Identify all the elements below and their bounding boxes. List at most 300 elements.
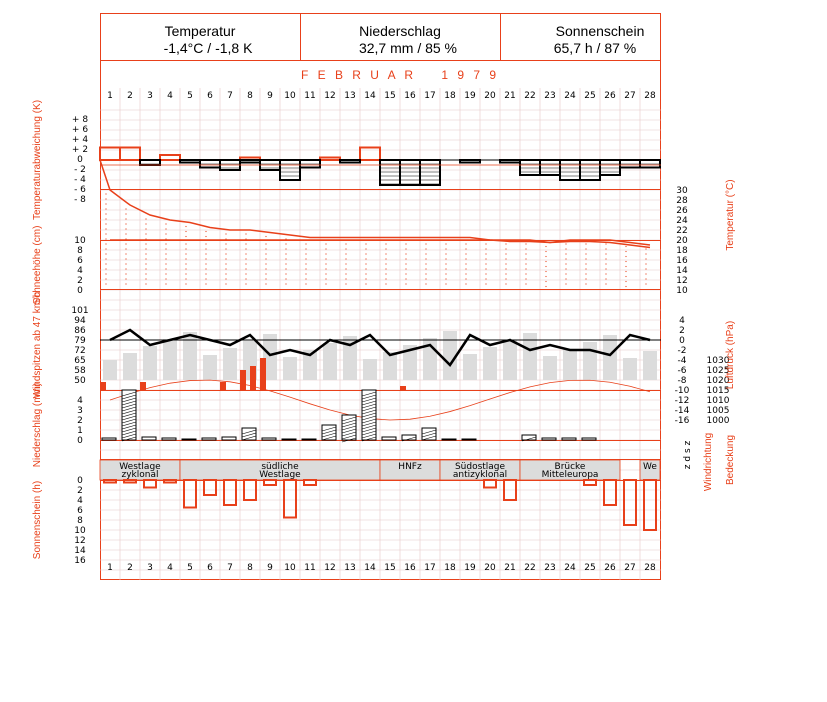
snow-dot: [605, 273, 606, 274]
axis-title-wind: Windspitzen ab 47 km/h: [32, 291, 43, 399]
snow-dot: [185, 248, 186, 249]
wind-tick: 86: [74, 326, 86, 336]
weather-type-label: antizyklonal: [452, 470, 508, 480]
snow-dot: [125, 278, 126, 279]
snow-dot: [605, 268, 606, 269]
snow-dot: [445, 253, 446, 254]
precip-bar: [142, 437, 156, 440]
snow-dot: [465, 263, 466, 264]
precip-bar: [442, 439, 456, 440]
wind-shade: [503, 340, 517, 380]
day-label: 25: [584, 563, 596, 573]
snow-dot: [225, 253, 226, 254]
wind-shade: [283, 357, 297, 380]
snow-dot: [305, 273, 306, 274]
snow-dot: [445, 273, 446, 274]
axis-title-precip: Niederschlag (mm): [32, 382, 43, 468]
snow-dot: [465, 268, 466, 269]
sun-bar: [144, 480, 156, 488]
sun-bar: [584, 480, 596, 485]
pressure-hpa-tick: 1025: [706, 366, 730, 376]
temp-tick: 18: [676, 246, 688, 256]
temp-dot: [185, 236, 186, 237]
wind-bar: [220, 382, 226, 390]
precip-bar: [182, 439, 196, 440]
weather-type-label: Südostlage: [454, 462, 506, 472]
winddir-letters: z d s z: [683, 440, 693, 470]
snow-dot: [425, 258, 426, 259]
snow-dot: [405, 248, 406, 249]
snow-dot: [545, 276, 546, 277]
wind-shade: [583, 342, 597, 380]
temp-dev-pos-bar: [320, 158, 340, 161]
temp-dot: [105, 193, 106, 194]
temp-dev-tick: - 6: [74, 185, 86, 195]
day-label: 22: [524, 563, 536, 573]
snow-dot: [645, 283, 646, 284]
precip-bar: [282, 439, 296, 440]
snow-tick: 8: [77, 246, 83, 256]
temp-dot: [105, 208, 106, 209]
pressure-tick: 4: [679, 316, 685, 326]
snow-dot: [545, 246, 546, 247]
snow-dot: [225, 283, 226, 284]
day-label: 12: [324, 91, 336, 101]
wind-shade: [483, 347, 497, 380]
snow-dot: [125, 283, 126, 284]
wind-bar: [260, 358, 266, 390]
snow-dot: [465, 248, 466, 249]
snow-dot: [405, 263, 406, 264]
snow-dot: [625, 261, 626, 262]
temp-value: -1,4°C / -1,8 K: [163, 40, 253, 56]
day-label: 28: [644, 563, 656, 573]
sun-bar: [624, 480, 636, 525]
snow-dot: [345, 273, 346, 274]
snow-dot: [285, 253, 286, 254]
snow-dot: [245, 248, 246, 249]
snow-dot: [405, 258, 406, 259]
snow-dot: [485, 273, 486, 274]
snow-dot: [125, 268, 126, 269]
snow-dot: [425, 248, 426, 249]
temp-tick: 20: [676, 236, 688, 246]
precip-bar: [562, 438, 576, 440]
snow-dot: [445, 248, 446, 249]
wind-bar: [400, 386, 406, 390]
day-label: 5: [187, 91, 193, 101]
day-label: 14: [364, 563, 376, 573]
snow-dot: [545, 281, 546, 282]
temp-dot: [105, 213, 106, 214]
wind-tick: 65: [74, 356, 86, 366]
snow-dot: [325, 268, 326, 269]
snow-dot: [645, 263, 646, 264]
day-label: 12: [324, 563, 336, 573]
snow-dot: [625, 276, 626, 277]
snow-dot: [445, 263, 446, 264]
snow-dot: [645, 273, 646, 274]
snow-dot: [365, 268, 366, 269]
snow-dot: [105, 278, 106, 279]
snow-dot: [145, 248, 146, 249]
snow-dot: [185, 273, 186, 274]
snow-dot: [445, 258, 446, 259]
snow-dot: [105, 258, 106, 259]
temp-dev-tick: + 2: [71, 145, 89, 155]
snow-dot: [565, 278, 566, 279]
temp-dot: [105, 203, 106, 204]
snow-dot: [185, 263, 186, 264]
snow-dot: [125, 273, 126, 274]
snow-dot: [225, 258, 226, 259]
day-label: 19: [464, 563, 476, 573]
snow-dot: [145, 268, 146, 269]
snow-dot: [465, 253, 466, 254]
temp-dot: [145, 218, 146, 219]
temp-dot: [125, 208, 126, 209]
sun-bar: [284, 480, 296, 518]
snow-dot: [465, 273, 466, 274]
snow-dot: [245, 243, 246, 244]
snow-dot: [105, 243, 106, 244]
snow-dot: [345, 253, 346, 254]
temp-tick: 14: [676, 266, 688, 276]
snow-dot: [325, 253, 326, 254]
snow-dot: [245, 263, 246, 264]
precip-tick: 0: [77, 436, 83, 446]
snow-dot: [525, 278, 526, 279]
day-label: 20: [484, 563, 496, 573]
snow-dot: [105, 248, 106, 249]
snow-dot: [585, 268, 586, 269]
snow-dot: [365, 283, 366, 284]
month-title: F E B R U A R 1 9 7 9: [300, 68, 500, 82]
wind-tick: 50: [74, 376, 86, 386]
snow-dot: [165, 283, 166, 284]
pressure-tick: -12: [674, 396, 690, 406]
temp-dot: [105, 228, 106, 229]
snow-dot: [265, 268, 266, 269]
snow-dot: [565, 273, 566, 274]
snow-dot: [205, 273, 206, 274]
day-label: 26: [604, 563, 616, 573]
temp-dot: [125, 218, 126, 219]
day-label: 8: [247, 563, 253, 573]
snow-dot: [405, 243, 406, 244]
snow-dot: [645, 268, 646, 269]
snow-dot: [325, 283, 326, 284]
snow-dot: [605, 283, 606, 284]
precip-value: 32,7 mm / 85 %: [358, 40, 458, 56]
day-label: 23: [544, 91, 556, 101]
temp-tick: 26: [676, 206, 688, 216]
snow-dot: [445, 268, 446, 269]
snow-dot: [305, 258, 306, 259]
temp-tick: 16: [676, 256, 688, 266]
snow-dot: [225, 268, 226, 269]
precip-tick: 3: [77, 406, 83, 416]
snow-dot: [605, 248, 606, 249]
snow-dot: [585, 253, 586, 254]
snow-dot: [485, 248, 486, 249]
wind-tick: 94: [74, 316, 86, 326]
snow-dot: [225, 263, 226, 264]
snow-dot: [605, 263, 606, 264]
snow-dot: [285, 273, 286, 274]
snow-dot: [185, 283, 186, 284]
pressure-tick: 0: [679, 336, 685, 346]
snow-dot: [345, 248, 346, 249]
snow-dot: [145, 258, 146, 259]
day-label: 16: [404, 91, 416, 101]
snow-dot: [525, 248, 526, 249]
snow-dot: [565, 263, 566, 264]
snow-dot: [285, 258, 286, 259]
wind-tick: 72: [74, 346, 86, 356]
temp-dot: [105, 223, 106, 224]
axis-title-winddir: Windrichtung: [703, 432, 714, 492]
snow-dot: [125, 253, 126, 254]
snow-dot: [145, 283, 146, 284]
sun-bar: [304, 480, 316, 485]
day-label: 14: [364, 91, 376, 101]
snow-dot: [565, 253, 566, 254]
day-label: 1: [107, 563, 113, 573]
snow-dot: [525, 283, 526, 284]
pressure-tick: -6: [677, 366, 687, 376]
axis-title-temp: Temperatur (°C): [725, 179, 736, 251]
axis-title-temp-dev: Temperaturabweichung (K): [32, 99, 43, 221]
pressure-hpa-tick: 1010: [706, 396, 730, 406]
snow-dot: [525, 243, 526, 244]
temp-dev-tick: - 2: [74, 165, 86, 175]
sun-tick: 12: [74, 536, 86, 546]
day-label: 22: [524, 91, 536, 101]
day-label: 7: [227, 563, 233, 573]
wind-shade: [143, 346, 157, 380]
temp-dot: [105, 218, 106, 219]
snow-dot: [305, 253, 306, 254]
snow-dot: [485, 268, 486, 269]
snow-dot: [625, 246, 626, 247]
day-label: 27: [624, 563, 636, 573]
snow-dot: [525, 273, 526, 274]
wind-bar: [240, 370, 246, 390]
temp-dev-neg-bar: [540, 160, 560, 175]
snow-dot: [325, 273, 326, 274]
day-label: 6: [207, 91, 213, 101]
weather-type-label: südliche: [261, 462, 299, 472]
day-label: 28: [644, 91, 656, 101]
wind-shade: [603, 335, 617, 380]
day-label: 21: [504, 563, 516, 573]
snow-dot: [145, 253, 146, 254]
day-label: 8: [247, 91, 253, 101]
day-labels-top: [107, 91, 656, 101]
pressure-tick: -10: [674, 386, 690, 396]
sun-tick: 6: [77, 506, 83, 516]
snow-dot: [325, 263, 326, 264]
temp-dot: [125, 233, 126, 234]
snow-dot: [405, 273, 406, 274]
pressure-tick: -14: [674, 406, 690, 416]
wind-shade: [643, 351, 657, 380]
snow-dot: [425, 273, 426, 274]
temp-tick: 30: [676, 186, 688, 196]
sun-title: Sonnenschein: [555, 23, 645, 39]
temp-dot: [125, 228, 126, 229]
day-label: 9: [267, 91, 273, 101]
snow-dot: [565, 258, 566, 259]
snow-dot: [505, 258, 506, 259]
snow-dot: [265, 248, 266, 249]
pressure-hpa-tick: 1015: [706, 386, 730, 396]
snow-dot: [125, 263, 126, 264]
day-label: 5: [187, 563, 193, 573]
snow-dot: [525, 253, 526, 254]
snow-dot: [605, 258, 606, 259]
snow-dot: [265, 263, 266, 264]
day-label: 19: [464, 91, 476, 101]
temp-dev-neg-bar: [180, 160, 200, 163]
snow-dot: [345, 263, 346, 264]
snow-dot: [365, 273, 366, 274]
pressure-hpa-tick: 1030: [706, 356, 730, 366]
snow-dot: [505, 248, 506, 249]
snow-tick: 6: [77, 256, 83, 266]
precip-tick: 4: [77, 396, 83, 406]
wind-shade: [323, 343, 337, 380]
snow-dot: [205, 263, 206, 264]
sun-bar: [604, 480, 616, 505]
sun-bar: [484, 480, 496, 488]
snow-tick: 10: [74, 236, 86, 246]
snow-dot: [625, 256, 626, 257]
snow-dot: [285, 268, 286, 269]
snow-dot: [425, 278, 426, 279]
snow-dot: [545, 251, 546, 252]
snow-dot: [485, 278, 486, 279]
snow-dot: [265, 258, 266, 259]
precip-bar: [202, 438, 216, 440]
snow-dot: [425, 253, 426, 254]
snow-dot: [285, 278, 286, 279]
snow-dot: [525, 268, 526, 269]
snow-dot: [625, 251, 626, 252]
snow-dot: [285, 243, 286, 244]
axis-title-cover: Bedeckung: [725, 434, 736, 486]
snow-dot: [105, 253, 106, 254]
wind-tick: 58: [74, 366, 86, 376]
snow-dot: [245, 273, 246, 274]
snow-dot: [645, 253, 646, 254]
pressure-hpa-tick: 1020: [706, 376, 730, 386]
snow-dot: [225, 278, 226, 279]
precip-title: Niederschlag: [359, 23, 441, 39]
temp-dev-neg-bar: [600, 160, 620, 175]
temp-dot: [105, 238, 106, 239]
sun-tick: 4: [77, 496, 83, 506]
day-label: 10: [284, 563, 296, 573]
snow-dot: [425, 243, 426, 244]
snow-dot: [145, 278, 146, 279]
pressure-tick: 2: [679, 326, 685, 336]
snow-dot: [305, 283, 306, 284]
wind-tick: 101: [71, 306, 89, 316]
day-label: 24: [564, 91, 576, 101]
snow-dot: [305, 278, 306, 279]
snow-dot: [585, 278, 586, 279]
day-label: 4: [167, 91, 173, 101]
sun-bar: [204, 480, 216, 495]
snow-dot: [505, 253, 506, 254]
snow-dot: [425, 263, 426, 264]
snow-dot: [145, 273, 146, 274]
sun-tick: 0: [77, 476, 83, 486]
snow-dot: [405, 253, 406, 254]
snow-dot: [165, 248, 166, 249]
snow-dot: [545, 256, 546, 257]
snow-dot: [485, 263, 486, 264]
temp-tick: 10: [676, 286, 688, 296]
temp-dot: [245, 233, 246, 234]
wind-shade: [463, 354, 477, 380]
sun-tick: 16: [74, 556, 86, 566]
snow-dot: [165, 243, 166, 244]
temp-dot: [185, 231, 186, 232]
snow-dot: [485, 253, 486, 254]
snow-dot: [185, 278, 186, 279]
day-label: 4: [167, 563, 173, 573]
snow-dot: [465, 243, 466, 244]
sun-tick: 14: [74, 546, 86, 556]
snow-dot: [365, 263, 366, 264]
snow-dot: [245, 268, 246, 269]
day-label: 13: [344, 563, 356, 573]
day-label: 24: [564, 563, 576, 573]
snow-dot: [485, 243, 486, 244]
snow-dot: [185, 268, 186, 269]
temp-dev-tick: + 6: [71, 125, 89, 135]
snow-dot: [605, 253, 606, 254]
snow-dot: [545, 271, 546, 272]
snow-dot: [505, 263, 506, 264]
temp-dot: [165, 223, 166, 224]
temp-dev-neg-bar: [240, 160, 260, 163]
precip-bar: [382, 437, 396, 440]
day-label: 6: [207, 563, 213, 573]
temp-dev-neg-bar: [460, 160, 480, 163]
temp-dev-pos-bar: [360, 148, 380, 161]
sun-tick: 2: [77, 486, 83, 496]
day-label: 9: [267, 563, 273, 573]
snow-dot: [205, 243, 206, 244]
weather-type-label: Westlage: [259, 470, 301, 480]
pressure-tick: -8: [677, 376, 687, 386]
snow-dot: [385, 263, 386, 264]
snow-dot: [225, 248, 226, 249]
snow-dot: [365, 248, 366, 249]
snow-dot: [365, 258, 366, 259]
precip-bar: [222, 437, 236, 440]
snow-dot: [345, 258, 346, 259]
temp-dot: [105, 198, 106, 199]
snow-dot: [605, 243, 606, 244]
temp-dev-neg-bar: [340, 160, 360, 163]
precip-bar: [582, 438, 596, 440]
snow-dot: [205, 248, 206, 249]
